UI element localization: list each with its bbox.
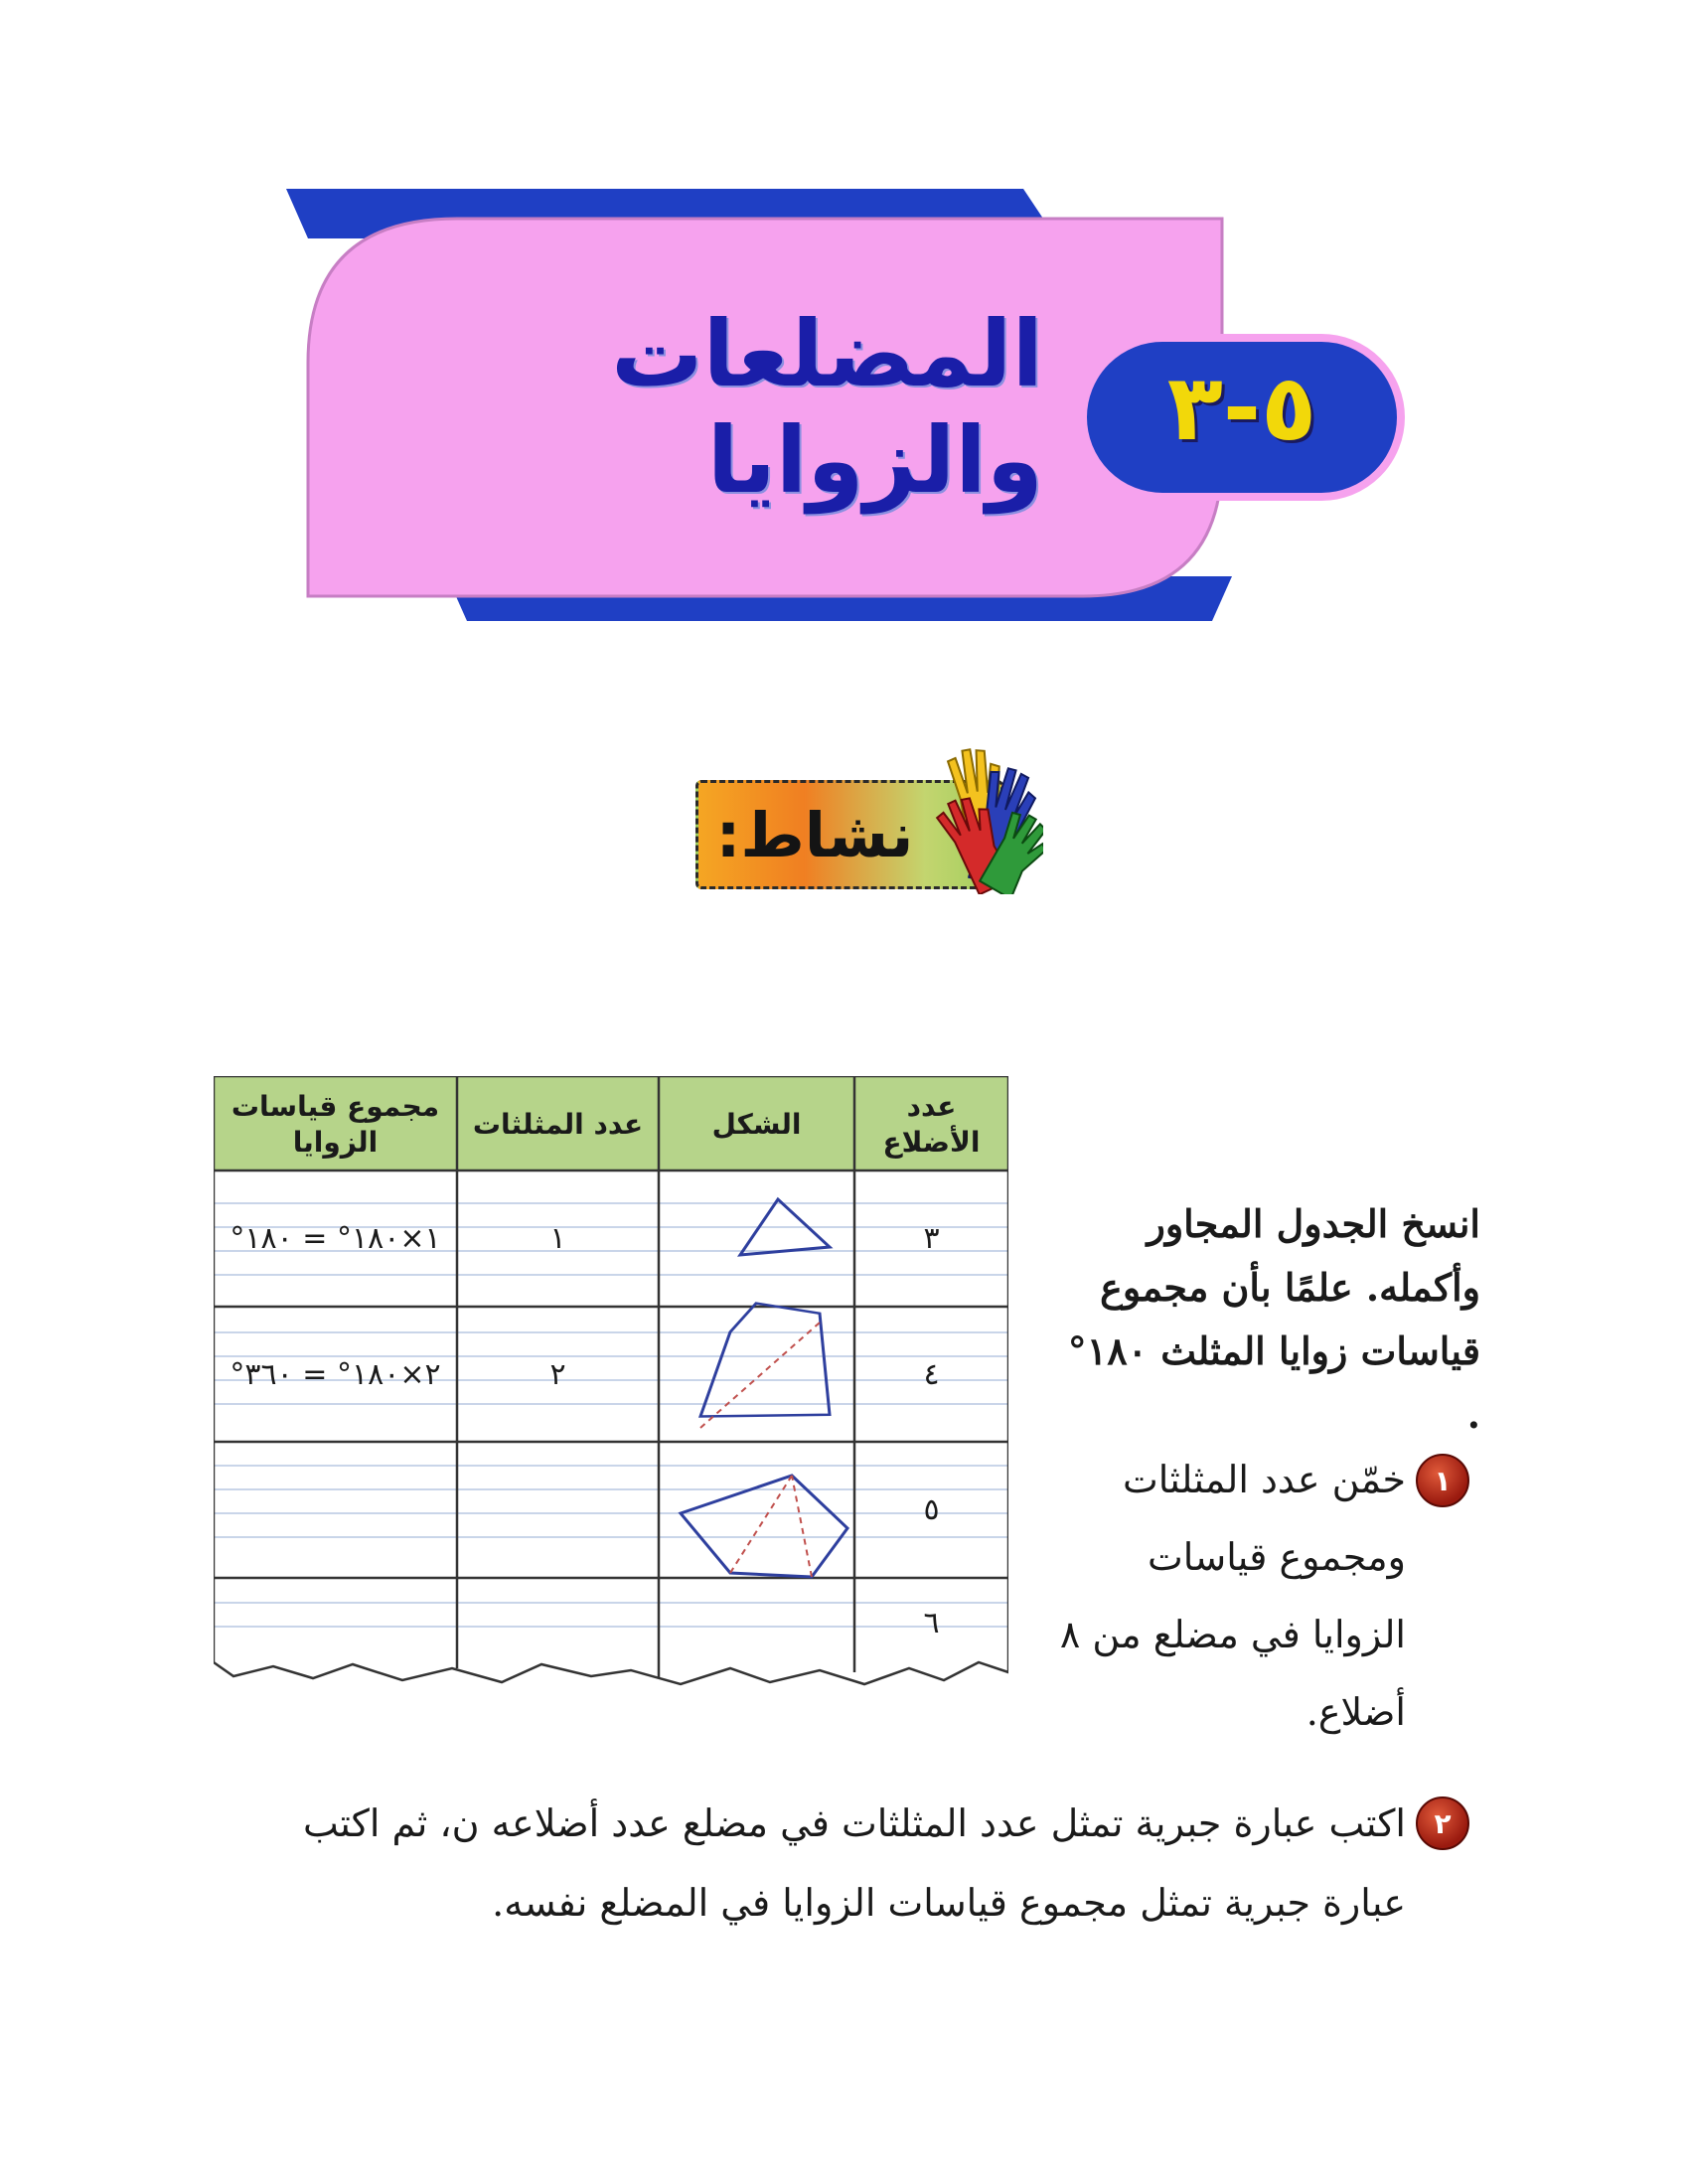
pentagon-shape bbox=[681, 1476, 847, 1577]
question-number-1: ١ bbox=[1416, 1454, 1469, 1507]
cell-triangles-4 bbox=[457, 1578, 659, 1667]
cell-angle-sum-2: ٢×١٨٠° = ٣٦٠° bbox=[230, 1356, 441, 1392]
lesson-title: المضلعات والزوايا bbox=[611, 301, 1043, 514]
question-2-text: اكتب عبارة جبرية تمثل عدد المثلثات في مضلع عدد أضلاعه ن، ثم اكتب عبارة جبرية تمثل مجموع قياسات الزوايا في المضلع نفسه. bbox=[302, 1801, 1406, 1925]
cell-sides-4: ٦ bbox=[923, 1605, 940, 1640]
cell-sides-3: ٥ bbox=[923, 1492, 940, 1527]
header-sides: عدد الأضلاع bbox=[882, 1090, 981, 1159]
question-number-2: ٢ bbox=[1416, 1796, 1469, 1850]
cell-sides-1: ٣ bbox=[923, 1221, 940, 1256]
cell-sides-2: ٤ bbox=[923, 1356, 940, 1392]
cell-triangles-3 bbox=[457, 1442, 659, 1578]
cell-angle-sum-4 bbox=[214, 1578, 457, 1667]
header-triangles: عدد المثلثات bbox=[472, 1108, 644, 1141]
cell-angle-sum-3 bbox=[214, 1442, 457, 1578]
header-angle-sum: مجموع قياسات الزوايا bbox=[230, 1090, 440, 1159]
instructions-intro: انسخ الجدول المجاور وأكمله. علمًا بأن مجموع قياسات زوايا المثلث ١٨٠° . bbox=[1067, 1201, 1480, 1437]
quadrilateral-shape bbox=[700, 1304, 830, 1428]
activity-label: نشاط: bbox=[715, 798, 914, 871]
lesson-number: ٥-٣ bbox=[1166, 354, 1317, 461]
cell-triangles-2: ٢ bbox=[549, 1356, 566, 1392]
question-1-text: خمّن عدد المثلثات ومجموع قياسات الزوايا في مضلع من ٨ أضلاع. bbox=[1059, 1458, 1406, 1734]
cell-angle-sum-1: ١×١٨٠° = ١٨٠° bbox=[230, 1221, 441, 1256]
hands-icon bbox=[934, 735, 1043, 894]
cell-triangles-1: ١ bbox=[549, 1221, 566, 1256]
header-shape: الشكل bbox=[711, 1108, 802, 1141]
